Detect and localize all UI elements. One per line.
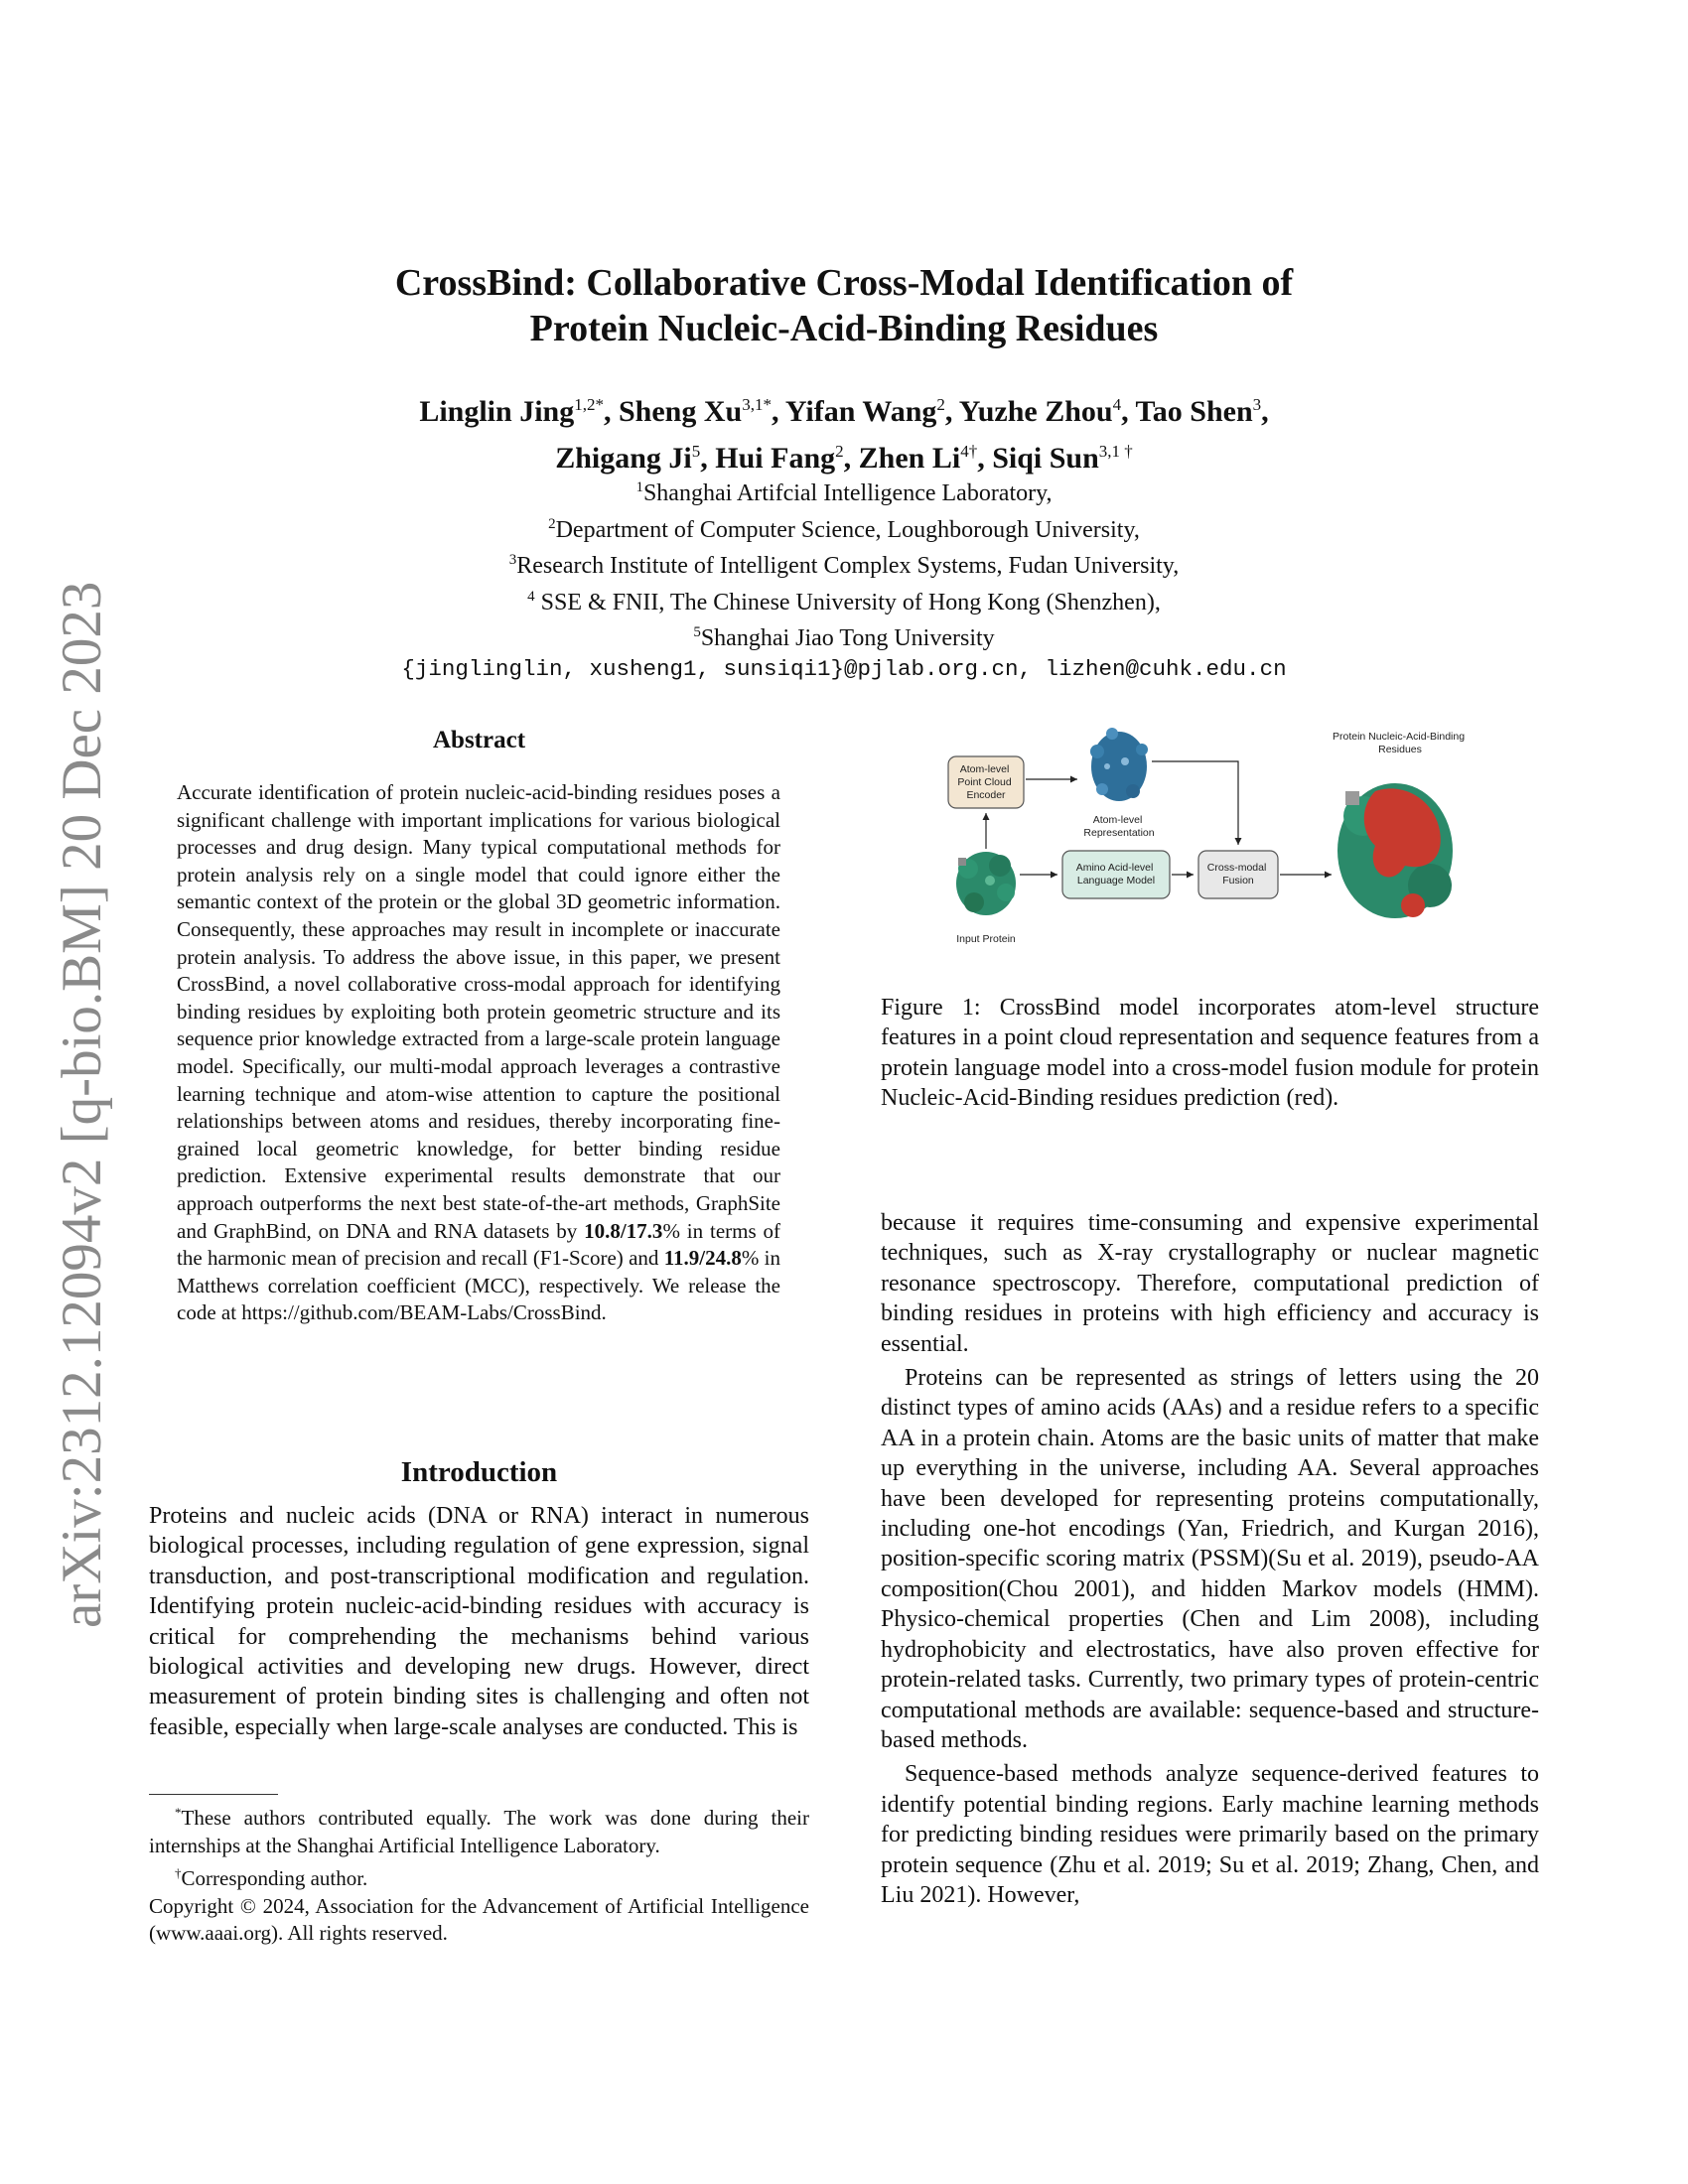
author-name: Yifan Wang	[784, 395, 937, 428]
author-name: Zhen Li	[858, 442, 961, 475]
affiliations	[298, 473, 1390, 685]
author-name: Hui Fang	[715, 442, 836, 475]
author-list	[248, 385, 1440, 478]
author-emails: {jinglinglin, xusheng1, sunsiqi1}@pjlab.org.cn, lizhen@cuhk.edu.cn	[401, 655, 1287, 682]
abstract-heading: Abstract	[432, 727, 526, 753]
atom-representation-label: Atom-level Representation	[1083, 814, 1155, 839]
author-sup: 3,1 †	[1098, 442, 1133, 461]
f1-improvement: 10.8/17.3	[584, 1218, 663, 1243]
output-binding-residues	[1337, 783, 1453, 918]
introduction-body: Proteins and nucleic acids (DNA or RNA) interact in numerous biological processes, including regulation of gene expression, signal transduction, and post-transcriptional modification and regulation. Identifying protein nucleic-acid-binding residues with accuracy is critical for comprehending the mechanisms behind various biological activities and developing new drugs. However, direct measurement of protein binding sites is challenging and often not feasible, especially when large-scale analyses are conducted. This is	[149, 1503, 809, 1740]
author-name: Sheng Xu	[618, 395, 743, 428]
paragraph: Sequence-based methods analyze sequence-derived features to identify potential binding regions. Early machine learning methods for predicting binding residues were primarily based on the primary protein sequence (Zhu et al. 2019; Su et al. 2019; Zhang, Chen, and Liu 2021). However,	[881, 1761, 1539, 1908]
fusion-label: Cross-modal Fusion	[1206, 862, 1267, 887]
author-sup: 5	[691, 442, 701, 461]
footnote-rule	[149, 1794, 278, 1795]
right-column-text	[881, 1208, 1539, 1910]
output-label: Protein Nucleic-Acid-Binding Residues	[1333, 731, 1466, 755]
affiliation: $^3$Research Institute of Intelligent Complex Systems, Fudan University,	[508, 552, 1180, 580]
author-sup: 3,1*	[742, 395, 772, 414]
title-line-2: Protein Nucleic-Acid-Binding Residues	[529, 308, 1159, 349]
author-sup: 1,2*	[574, 395, 604, 414]
author-name: Linglin Jing	[419, 395, 575, 428]
copyright-notice: Copyright © 2024, Association for the Advancement of Artificial Intelligence (www.aaai.org). All rights reserved.	[149, 1893, 809, 1946]
footnotes	[149, 1799, 809, 1948]
input-protein-structure	[956, 852, 1016, 915]
figure-1-diagram	[938, 722, 1470, 960]
affiliation: $^1$Shanghai Artifcial Intelligence Laboratory,	[635, 479, 1053, 506]
language-model-label: Amino Acid-level Language Model	[1075, 862, 1156, 887]
atom-point-cloud	[1090, 728, 1148, 801]
author-name: Zhigang Ji	[555, 442, 692, 475]
arxiv-stamp: arXiv:2312.12094v2 [q-bio.BM] 20 Dec 2023	[51, 581, 113, 1628]
author-line-1: Linglin Jing$^{1,2*}$, Sheng $Xu^{3,1*}$, Yifan Wang$^2$, Yuzhe Zhou$^4$, Tao Shen$^3$,	[419, 395, 1269, 428]
author-sup: 4†	[960, 442, 978, 461]
abstract-body: Accurate identification of protein nucleic-acid-binding residues poses a significant challenge with important implications for various biological processes and drug design. Many typical computational methods for protein analysis rely on a single model that could ignore either the semantic context of the protein or the global 3D geometric information. Consequently, these approaches may result in incomplete or inaccurate protein analysis. To address the above issue, in this paper, we present CrossBind, a novel collaborative cross-modal approach for identifying binding residues by exploiting both protein geometric structure and its sequence prior knowledge extracted from a large-scale protein language model. Specifically, our multi-modal approach leverages a contrastive learning technique and atom-wise attention to capture the positional relationships between atoms and residues, thereby incorporating fine-grained local geometric knowledge, for better binding residue prediction. Extensive experimental results demonstrate that our approach outperforms the next best state-of-the-art methods, GraphSite and GraphBind, on DNA and RNA datasets by 10.8/17.3% in terms of the harmonic mean of precision and recall (F1-Score) and 11.9/24.8% in Matthews correlation coefficient (MCC), respectively. We release the code at https://github.com/BEAM-Labs/CrossBind.	[177, 780, 781, 1325]
footnote-equal-contribution: *These authors contributed equally. The work was done during their internships at the Shanghai Artificial Intelligence Laboratory.	[149, 1805, 809, 1857]
author-sup: 3	[1252, 395, 1262, 414]
figure-1-caption: Figure 1: CrossBind model incorporates atom-level structure features in a point cloud representation and sequence features from a protein language model into a cross-model fusion module for protein Nucleic-Acid-Binding residues prediction (red).	[881, 995, 1539, 1112]
title-line-1: CrossBind: Collaborative Cross-Modal Identification of	[394, 262, 1294, 304]
author-line-2: Zhigang Ji$^5$, Hui Fang$^2$, Zhen $Li^{4\dagger}$, Siqi Sun$^{3,1 \dagger}$	[555, 442, 1133, 475]
author-sup: 4	[1112, 395, 1122, 414]
affiliation: $^2$Department of Computer Science, Loughborough University,	[548, 515, 1140, 543]
arrow-representation-to-fusion	[1152, 761, 1238, 845]
footnote-corresponding: †Corresponding author.	[175, 1865, 368, 1891]
author-sup: 2	[936, 395, 945, 414]
author-sup: 2	[835, 442, 844, 461]
paragraph: Proteins can be represented as strings of letters using the 20 distinct types of amino acids (AAs) and a residue refers to a specific AA in a protein chain. Atoms are the basic units of matter that make up everything in the universe, including AA. Several approaches have been developed for representing proteins computationally, including one-hot encodings (Yan, Friedrich, and Kurgan 2016), position-specific scoring matrix (PSSM)(Su et al. 2019), pseudo-AA composition(Chou 2001), and hidden Markov models (HMM). Physico-chemical properties (Chen and Lim 2008), including hydrophobicity and electrostatics, have also proven effective for protein-related tasks. Currently, two primary types of protein-centric computational methods are available: sequence-based and structure-based methods.	[881, 1365, 1539, 1753]
paper-title	[298, 260, 1390, 351]
affiliation: $^5$Shanghai Jiao Tong University	[693, 624, 995, 652]
paragraph: because it requires time-consuming and expensive experimental techniques, such as X-ray crystallography or nuclear magnetic resonance spectroscopy. Therefore, computational prediction of binding residues in proteins with high efficiency and accuracy is essential.	[881, 1210, 1539, 1357]
input-protein-label: Input Protein	[956, 933, 1016, 945]
author-name: Yuzhe Zhou	[958, 395, 1113, 428]
author-name: Tao Shen	[1135, 395, 1253, 428]
author-name: Siqi Sun	[992, 442, 1099, 475]
encoder-label: Atom-level Point Cloud Encoder	[957, 763, 1012, 801]
mcc-improvement: 11.9/24.8	[663, 1246, 742, 1271]
introduction-heading: Introduction	[400, 1456, 558, 1488]
affiliation: $^4$ SSE & FNII, The Chinese University of Hong Kong (Shenzhen),	[527, 588, 1161, 615]
